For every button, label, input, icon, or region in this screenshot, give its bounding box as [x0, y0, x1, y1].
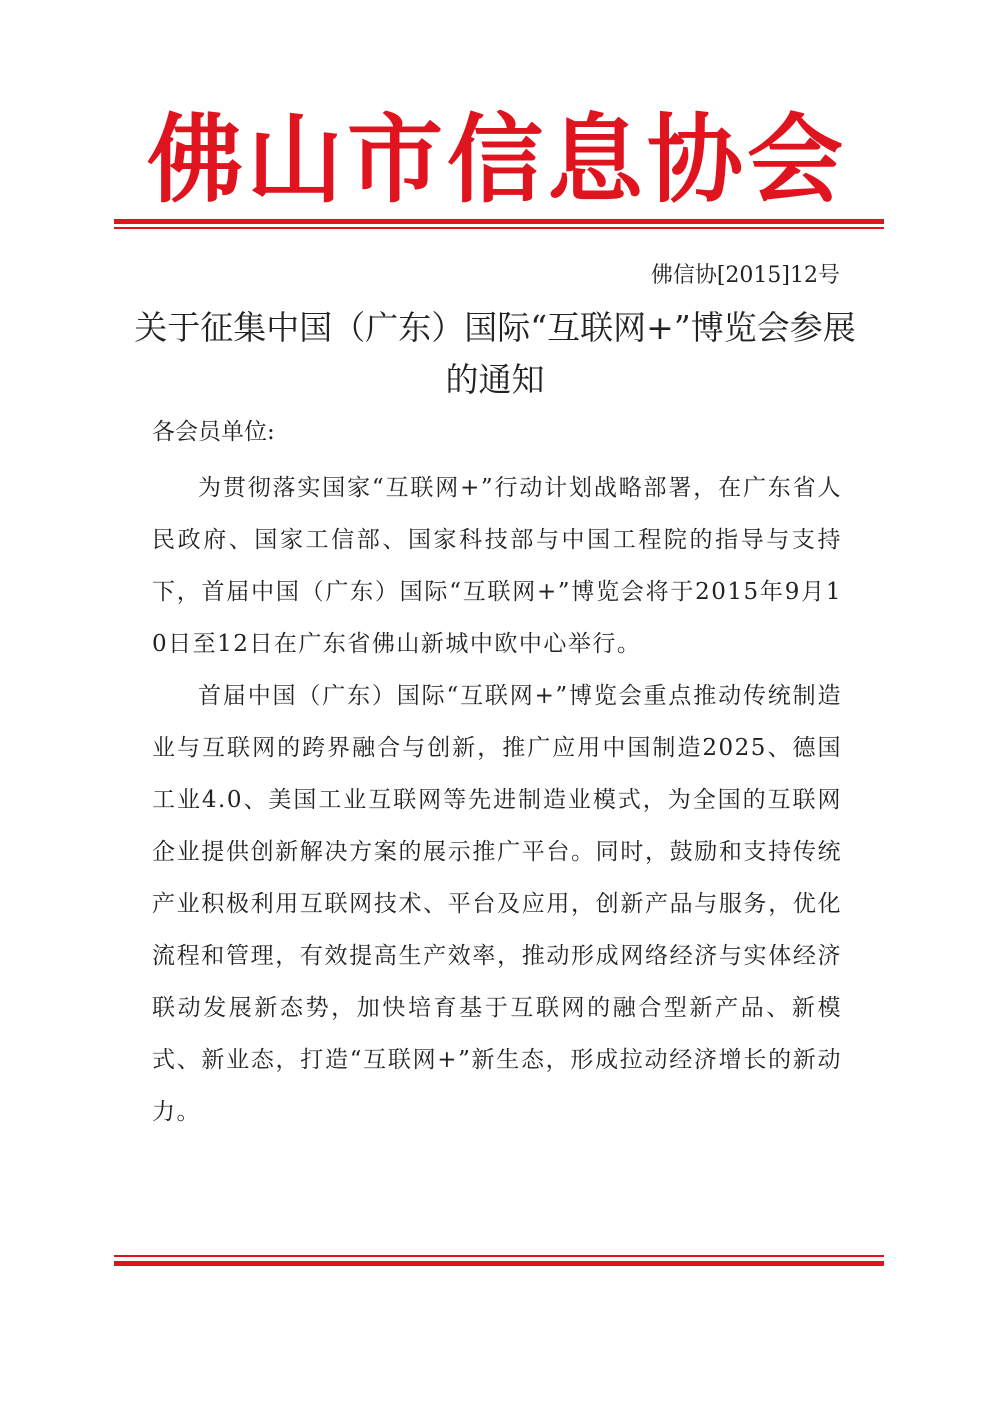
letterhead-rule-thick: [114, 219, 884, 224]
footer-rule-thin: [114, 1255, 884, 1257]
footer-rule-thick: [114, 1261, 884, 1266]
letterhead-title: 佛山市信息协会: [147, 103, 847, 216]
body-paragraph: 为贯彻落实国家“互联网+”行动计划战略部署，在广东省人民政府、国家工信部、国家科技部与中国工程院的指导与支持下，首届中国（广东）国际“互联网+”博览会将于2015年9月10日至12日在广东省佛山新城中欧中心举行。: [152, 475, 842, 657]
document-number: 佛信协[2015]12号: [650, 263, 840, 288]
document-body: [152, 462, 842, 1138]
body-paragraph: 首届中国（广东）国际“互联网+”博览会重点推动传统制造业与互联网的跨界融合与创新，推广应用中国制造2025、德国工业4.0、美国工业互联网等先进制造业模式，为全国的互联网企业提供创新解决方案的展示推广平台。同时，鼓励和支持传统产业积极利用互联网技术、平台及应用，创新产品与服务，优化流程和管理，有效提高生产效率，推动形成网络经济与实体经济联动发展新态势，加快培育基于互联网的融合型新产品、新模式、新业态，打造“互联网+”新生态，形成拉动经济增长的新动力。: [152, 683, 842, 1125]
letterhead-rule-thin: [114, 227, 884, 229]
document-title: 关于征集中国（广东）国际“互联网+”博览会参展的通知: [134, 308, 856, 399]
salutation: 各会员单位:: [152, 419, 275, 445]
